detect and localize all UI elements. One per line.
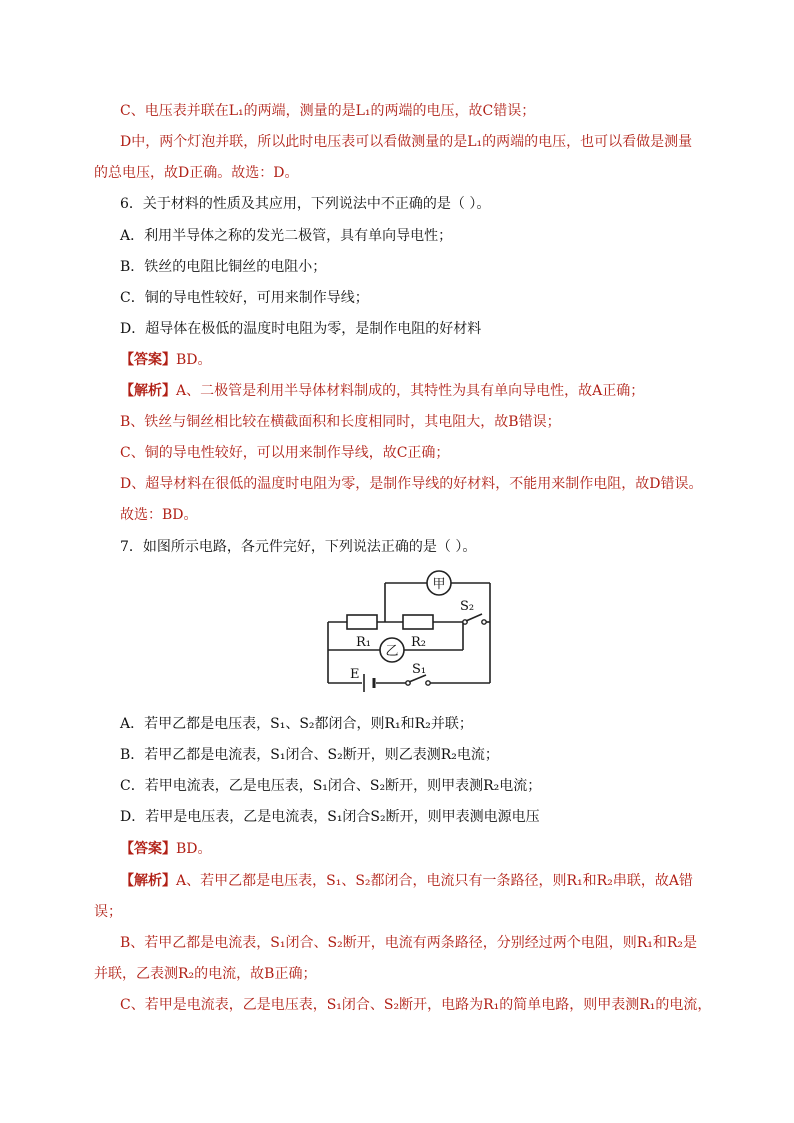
- q7-analysis-b: B、若甲乙都是电流表，S₁闭合、S₂断开，电流有两条路径，分别经过两个电阻，则R₁和R₂是: [120, 935, 697, 951]
- label-s2: S₂: [460, 599, 475, 614]
- q6-analysis: 【解析】A、二极管是利用半导体材料制成的，其特性为具有单向导电性，故A正确；: [120, 383, 645, 399]
- q6-option-d: D．超导体在极低的温度时电阻为零，是制作电阻的好材料: [120, 321, 482, 337]
- switch-s2: [466, 614, 482, 621]
- q6-option-b: B．铁丝的电阻比铜丝的电阻小；: [120, 259, 327, 275]
- q6-analysis-c: C、铜的导电性较好，可以用来制作导线，故C正确；: [120, 445, 450, 461]
- text-line-3: 的总电压，故D正确。故选：D。: [94, 165, 299, 181]
- label-r2: R₂: [411, 635, 426, 650]
- q7-analysis: 【解析】A、若甲乙都是电压表，S₁、S₂都闭合，电流只有一条路径，则R₁和R₂串联，故A错: [120, 873, 693, 889]
- text-line-2: D中，两个灯泡并联，所以此时电压表可以看做测量的是L₁的两端的电压，也可以看做是测量: [120, 134, 693, 150]
- resistor-r2: [403, 615, 433, 629]
- q7-option-c: C．若甲电流表，乙是电压表，S₁闭合、S₂断开，则甲表测R₂电流；: [120, 778, 542, 794]
- q7-analysis-a-cont: 误；: [94, 904, 122, 920]
- q7-answer: 【答案】BD。: [120, 841, 212, 857]
- q7-analysis-b-cont: 并联，乙表测R₂的电流，故B正确；: [94, 966, 317, 982]
- label-r1: R₁: [356, 635, 371, 650]
- resistor-r1: [347, 615, 377, 629]
- label-e: E: [350, 667, 360, 682]
- q6-choice: 故选：BD。: [120, 507, 198, 523]
- q6-option-c: C．铜的导电性较好，可用来制作导线；: [120, 290, 369, 306]
- text-line-1: C、电压表并联在L₁的两端，测量的是L₁的两端的电压，故C错误；: [120, 103, 536, 119]
- question-6: 6．关于材料的性质及其应用，下列说法中不正确的是（ ）。: [120, 196, 491, 212]
- question-7: 7．如图所示电路，各元件完好，下列说法正确的是（ ）。: [120, 539, 477, 555]
- q7-option-b: B．若甲乙都是电流表，S₁闭合、S₂断开，则乙表测R₂电流；: [120, 747, 499, 763]
- circuit-diagram: [320, 570, 500, 700]
- meter-yi-label: 乙: [385, 644, 399, 659]
- label-s1: S₁: [412, 662, 427, 677]
- meter-jia-label: 甲: [432, 577, 446, 592]
- q6-answer: 【答案】BD。: [120, 352, 212, 368]
- q7-option-d: D．若甲是电压表，乙是电流表，S₁闭合S₂断开，则甲表测电源电压: [120, 809, 540, 825]
- q7-option-a: A．若甲乙都是电压表，S₁、S₂都闭合，则R₁和R₂并联；: [120, 716, 473, 732]
- q6-analysis-d: D、超导材料在很低的温度时电阻为零，是制作导线的好材料，不能用来制作电阻，故D错误。: [120, 476, 703, 492]
- q7-analysis-c: C、若甲是电流表，乙是电压表，S₁闭合、S₂断开，电路为R₁的简单电路，则甲表测R₁的电流，: [120, 997, 712, 1013]
- q6-analysis-b: B、铁丝与铜丝相比较在横截面积和长度相同时，其电阻大，故B错误；: [120, 414, 561, 430]
- q6-option-a: A．利用半导体之称的发光二极管，具有单向导电性；: [120, 228, 453, 244]
